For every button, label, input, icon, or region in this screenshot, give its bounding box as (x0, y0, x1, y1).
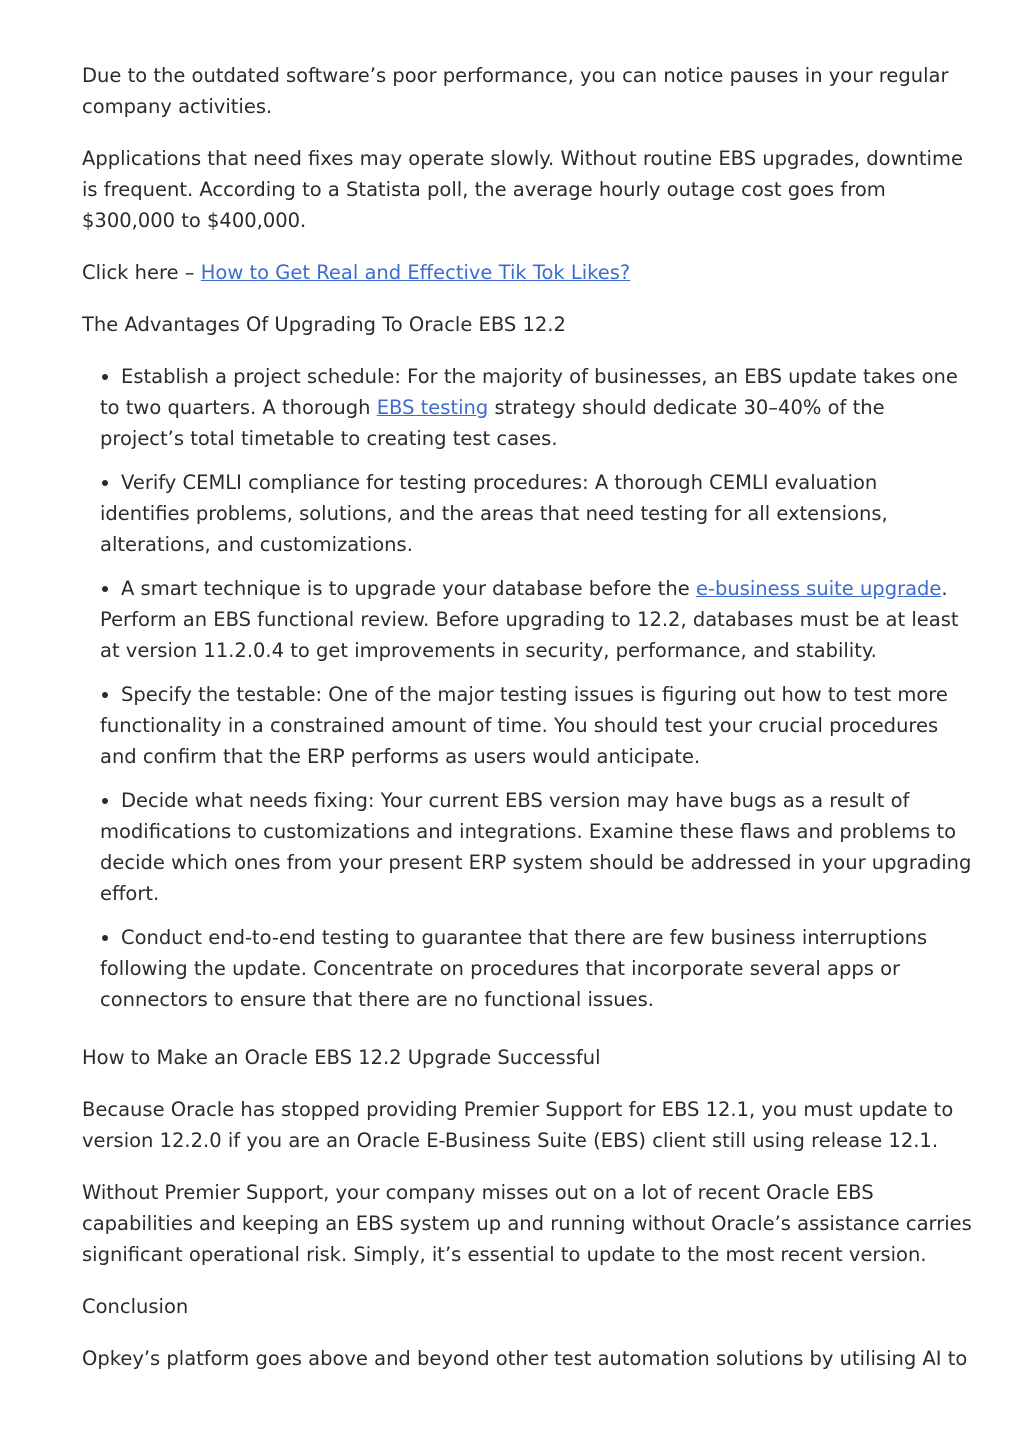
ebs-testing-link[interactable]: EBS testing (376, 396, 489, 419)
bullet-text: Verify CEMLI compliance for testing procedures: A thorough CEMLI evaluation identifies problems, solutions, and the areas that need testing for all extensions, alterations, and customizations. (100, 471, 888, 556)
tiktok-likes-link[interactable]: How to Get Real and Effective Tik Tok Likes? (200, 261, 631, 284)
ebusiness-suite-upgrade-link[interactable]: e-business suite upgrade (695, 577, 942, 600)
click-here-prefix: Click here – (82, 261, 201, 284)
bullet-icon (102, 374, 108, 380)
bullet-icon (102, 692, 108, 698)
bullet-text-before: A smart technique is to upgrade your database before the (121, 577, 696, 600)
heading-successful-upgrade: How to Make an Oracle EBS 12.2 Upgrade Successful (82, 1046, 601, 1069)
list-item (82, 467, 972, 560)
list-item (82, 679, 972, 772)
bullet-text: Specify the testable: One of the major testing issues is figuring out how to test more functionality in a constrained amount of time. You should test your crucial procedures and confirm that the ERP performs as users would anticipate. (100, 683, 948, 768)
bullet-icon (102, 480, 108, 486)
paragraph-operational-risk: Without Premier Support, your company misses out on a lot of recent Oracle EBS capabilities and keeping an EBS system up and running without Oracle’s assistance carries significant operational risk. Simply, it’s essential to update to the most recent version. (82, 1181, 972, 1266)
paragraph-downtime: Applications that need fixes may operate slowly. Without routine EBS upgrades, downtime is frequent. According to a Statista poll, the average hourly outage cost goes from $300,000 to $400,000. (82, 147, 963, 232)
bullet-text-after: . Perform an EBS functional review. Before upgrading to 12.2, databases must be at least at version 11.2.0.4 to get improvements in security, performance, and stability. (100, 577, 959, 662)
heading-advantages: The Advantages Of Upgrading To Oracle EBS 12.2 (82, 313, 566, 336)
heading-conclusion: Conclusion (82, 1295, 189, 1318)
bullet-icon (102, 798, 108, 804)
bullet-text-before: Establish a project schedule: For the majority of businesses, an EBS update takes one to two quarters. A thorough (100, 365, 958, 419)
paragraph-performance: Due to the outdated software’s poor performance, you can notice pauses in your regular company activities. (82, 64, 949, 118)
paragraph-premier-support: Because Oracle has stopped providing Premier Support for EBS 12.1, you must update to version 12.2.0 if you are an Oracle E-Business Suite (EBS) client still using release 12.1. (82, 1098, 954, 1152)
bullet-icon (102, 586, 108, 592)
bullet-icon (102, 935, 108, 941)
click-here-line (82, 257, 972, 288)
bullet-text-after: strategy should dedicate 30–40% of the project’s total timetable to creating test cases. (100, 396, 885, 450)
article-body (82, 60, 972, 1395)
list-item (82, 922, 972, 1015)
bullet-text: Conduct end-to-end testing to guarantee that there are few business interruptions following the update. Concentrate on procedures that incorporate several apps or connectors to ensure that there are no functional issues. (100, 926, 928, 1011)
paragraph-conclusion: Opkey’s platform goes above and beyond other test automation solutions by utilising AI to (82, 1347, 968, 1370)
advantages-list (82, 361, 972, 1015)
list-item (82, 573, 972, 666)
list-item (82, 785, 972, 909)
list-item (82, 361, 972, 454)
bullet-text: Decide what needs fixing: Your current EBS version may have bugs as a result of modifications to customizations and integrations. Examine these flaws and problems to decide which ones from your present ERP system should be addressed in your upgrading effort. (100, 789, 972, 905)
